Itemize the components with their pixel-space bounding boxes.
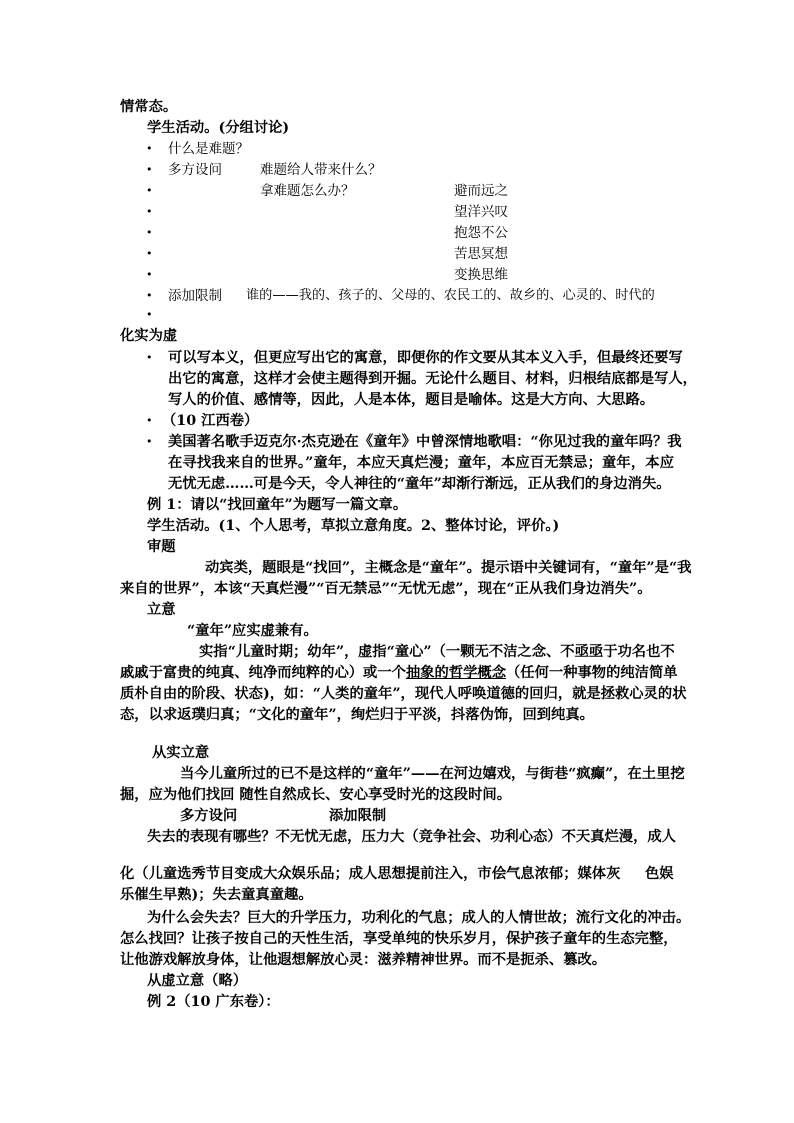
subsection-heading: 立意 [147, 602, 176, 618]
bullet-icon: • [146, 205, 153, 218]
paragraph-line: 态，以求返璞归真；“文化的童年”，绚烂归于平淡，抖落伪饰，回到纯真。 [120, 707, 594, 723]
paragraph-line: 虚指“童心”（一颗无不洁之念、不亟亟于功名也不 [358, 644, 675, 660]
list-item: 多方设问 [168, 162, 222, 178]
method-label: 多方设问 [180, 808, 238, 824]
text-line: 情常态。 [120, 99, 178, 115]
paragraph-line: 乐催生早熟)；失去童真童趣。 [120, 887, 313, 903]
list-item: 添加限制 [168, 288, 222, 304]
list-item-text: 谁的——我的、孩子的、父母的、农民工的、故乡的、心灵的、时代的 [246, 288, 655, 303]
bullet-icon: • [146, 289, 153, 302]
paragraph-line: 动宾类，题眼是“找回”，主概念是“童年”。提示语中关键词有，“童年”是“我 [205, 560, 692, 576]
paragraph-line: 掘，应为他们找回 随性自然成长、安心享受时光的这段时间。 [120, 787, 511, 803]
subsection-heading: 审题 [147, 539, 176, 555]
paragraph-line: 美国著名歌手迈克尔·杰克逊在《童年》中曾深情地歌唱：“你见过我的童年吗？我 [168, 434, 682, 450]
list-item-option: 苦思冥想 [454, 246, 508, 262]
list-item-option: 避而远之 [454, 183, 508, 199]
list-item-option: 望洋兴叹 [454, 204, 508, 220]
bullet-icon: • [146, 435, 153, 448]
example-heading: 例 2（10 广东卷）： [147, 994, 280, 1010]
activity-heading: 学生活动。(分组讨论) [147, 120, 290, 136]
paragraph-line: 在寻找我来自的世界。”童年，本应天真烂漫；童年，本应百无禁忌；童年，本应 [168, 455, 674, 471]
list-item-option: 变换思维 [454, 267, 508, 283]
paragraph-line: 戚戚于富贵的纯真、纯净而纯粹的心）或一个抽象的哲学概念（任何一种事物的纯洁简单 [120, 665, 678, 681]
list-item-option: 抱怨不公 [454, 225, 508, 241]
paragraph-line: 来自的世界”，本该“天真烂漫”“百无禁忌”“无忧无虑”，现在“正从我们身边消失”。 [120, 581, 652, 597]
paragraph-line: 色娱 [645, 866, 674, 882]
bullet-icon: • [146, 414, 153, 427]
list-item-text: 拿难题怎么办？ [260, 183, 355, 199]
activity-heading: 学生活动。(1、个人思考，草拟立意角度。2、整体讨论，评价。) [147, 518, 560, 534]
list-item-text: 难题给人带来什么？ [260, 162, 382, 178]
subsection-heading: 从虚立意（略） [147, 973, 248, 989]
paragraph-line: 让他游戏解放身体，让他遐想解放心灵：滋养精神世界。而不是扼杀、篡改。 [120, 952, 607, 968]
paragraph-line: 出它的寓意，这样才会使主题得到开掘。无论什么题目、材料，归根结底都是写人， [168, 371, 697, 387]
section-heading: 化实为虚 [120, 328, 178, 344]
bullet-icon: • [146, 308, 153, 321]
paragraph-line: 可以写本义，但更应写出它的寓意，即便你的作文要从其本义入手，但最终还要写 [168, 350, 683, 366]
source-label: （10 江西卷） [162, 413, 259, 429]
paragraph-line: 无忧无虑……可是今天，令人神往的“童年”却渐行渐远，正从我们的身边消失。 [168, 476, 671, 492]
bullet-icon: • [146, 351, 153, 364]
paragraph-line: 为什么会失去？巨大的升学压力，功利化的气息；成人的人情世故；流行文化的冲击。 [147, 910, 691, 926]
bullet-icon: • [146, 184, 153, 197]
bullet-icon: • [146, 268, 153, 281]
example-heading: 例 1：请以“找回童年”为题写一篇文章。 [147, 497, 408, 513]
bullet-icon: • [146, 247, 153, 260]
list-item: 什么是难题？ [168, 141, 249, 157]
paragraph-line: 化（儿童选秀节目变成大众娱乐品；成人思想提前注入，市侩气息浓郁；媒体灰 [120, 866, 621, 882]
method-label: 添加限制 [329, 808, 387, 824]
paragraph-line: 实指“儿童时期；幼年”， [199, 644, 359, 660]
paragraph-line: 怎么找回？让孩子按自己的天性生活，享受单纯的快乐岁月，保护孩子童年的生态完整， [120, 931, 678, 947]
paragraph-line: “童年”应实虚兼有。 [187, 623, 318, 639]
subsection-heading: 从实立意 [152, 745, 210, 761]
paragraph-line: 当今儿童所过的已不是这样的“童年”——在河边嬉戏，与街巷“疯癫”，在土里挖 [180, 766, 685, 782]
paragraph-line: 质朴自由的阶段、状态)，如：“人类的童年”，现代人呼唤道德的回归，就是拯救心灵的状 [120, 686, 687, 702]
underlined-term: 抽象的哲学概念 [405, 665, 507, 681]
bullet-icon: • [146, 142, 153, 155]
paragraph-line: 写人的价值、感情等，因此，人是本体，题目是喻体。这是大方向、大思路。 [168, 392, 655, 408]
paragraph-line: 失去的表现有哪些？不无忧无虑，压力大（竞争社会、功利心态）不天真烂漫，成人 [147, 829, 676, 845]
bullet-icon: • [146, 163, 153, 176]
bullet-icon: • [146, 226, 153, 239]
